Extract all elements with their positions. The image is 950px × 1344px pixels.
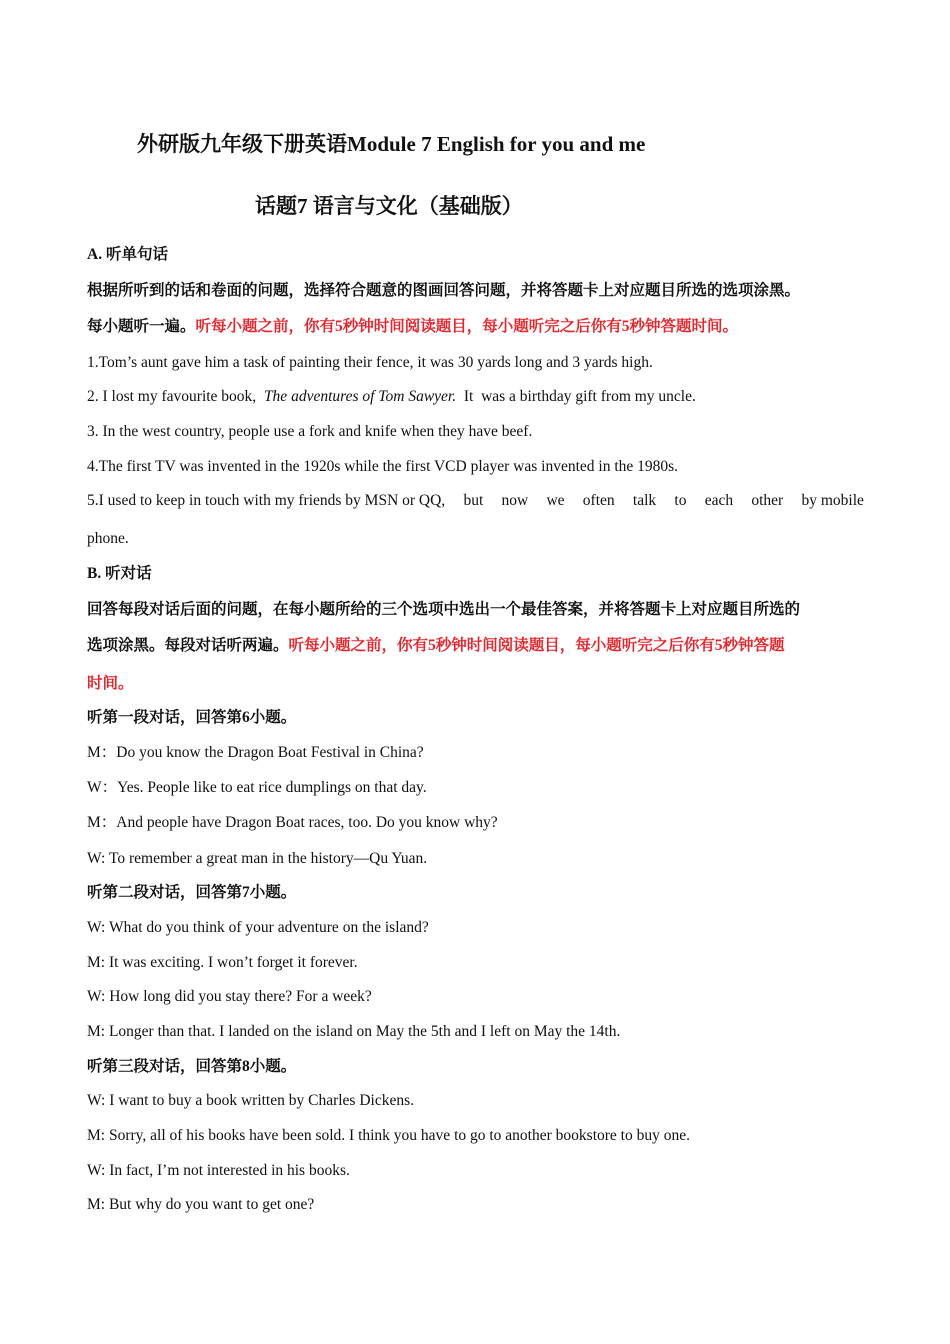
sentence-5-word: but [463, 492, 484, 509]
sentence-5-word: other [751, 492, 784, 509]
section-a-heading: A. 听单句话 [87, 246, 168, 263]
dialog-1-line: M：Do you know the Dragon Boat Festival in China? [87, 744, 424, 761]
section-b-instruction-2 [87, 636, 785, 656]
sentence-5-word: each [704, 492, 734, 509]
dialog-2-line: M: Longer than that. I landed on the island on May the 5th and I left on May the 14th. [87, 1023, 621, 1040]
dialog-1-line: W: To remember a great man in the history—Qu Yuan. [87, 850, 428, 867]
section-b-heading: B. 听对话 [87, 565, 152, 582]
sentence-4: 4.The first TV was invented in the 1920s while the first VCD player was invented in the 1980s. [87, 458, 679, 475]
section-a-instruction-2 [87, 317, 738, 337]
sentence-5-continued: phone. [87, 530, 129, 547]
section-a-instruction-2-red: 听每小题之前，你有5秒钟时间阅读题目，每小题听完之后你有5秒钟答题时间。 [195, 318, 739, 335]
sentence-2-end: It was a birthday gift from my uncle. [456, 388, 696, 405]
dialog-1-line: M：And people have Dragon Boat races, too. Do you know why? [87, 814, 498, 831]
sentence-5-word: we [546, 492, 565, 509]
dialog-3-line: M: Sorry, all of his books have been sold. I think you have to go to another bookstore to buy one. [87, 1127, 690, 1144]
sentence-2-start: 2. I lost my favourite book, [87, 388, 264, 405]
sentence-5-word: now [501, 492, 529, 509]
section-b-instruction-3: 时间。 [87, 675, 134, 692]
dialog-3-line: W: In fact, I’m not interested in his books. [87, 1162, 350, 1179]
dialog-3-heading: 听第三段对话，回答第8小题。 [87, 1058, 297, 1075]
dialog-1-heading: 听第一段对话，回答第6小题。 [87, 709, 297, 726]
dialog-3-line: M: But why do you want to get one? [87, 1196, 315, 1213]
section-b-instruction-2-black: 选项涂黑。每段对话听两遍。 [87, 637, 289, 654]
dialog-2-line: W: How long did you stay there? For a week? [87, 988, 372, 1005]
book-title: The adventures of Tom Sawyer. [263, 388, 457, 405]
dialog-3-line: W: I want to buy a book written by Charles Dickens. [87, 1092, 415, 1109]
sentence-5 [87, 491, 864, 511]
sentence-1: 1.Tom’s aunt gave him a task of painting their fence, it was 30 yards long and 3 yards high. [87, 354, 653, 371]
dialog-2-line: W: What do you think of your adventure on the island? [87, 919, 429, 936]
sentence-5-word: to [674, 492, 687, 509]
sentence-5-word: talk [632, 492, 657, 509]
sentence-5-word: by mobile [801, 492, 864, 509]
dialog-2-heading: 听第二段对话，回答第7小题。 [87, 884, 297, 901]
sentence-5-word: 5.I used to keep in touch with my friends by MSN or QQ, [87, 492, 446, 509]
document-title: 外研版九年级下册英语Module 7 English for you and me [137, 132, 646, 156]
section-a-instruction-1: 根据所听到的话和卷面的问题，选择符合题意的图画回答问题，并将答题卡上对应题目所选的选项涂黑。 [87, 282, 801, 299]
section-b-instruction-2-red: 听每小题之前，你有5秒钟时间阅读题目，每小题听完之后你有5秒钟答题 [288, 637, 785, 654]
section-a-instruction-2-black: 每小题听一遍。 [87, 318, 196, 335]
sentence-3: 3. In the west country, people use a fork and knife when they have beef. [87, 423, 533, 440]
dialog-1-line: W：Yes. People like to eat rice dumplings on that day. [87, 779, 427, 796]
sentence-2 [87, 387, 696, 407]
dialog-2-line: M: It was exciting. I won’t forget it forever. [87, 954, 358, 971]
sentence-5-word: often [582, 492, 615, 509]
document-subtitle: 话题7 语言与文化（基础版） [255, 194, 523, 218]
section-b-instruction-1: 回答每段对话后面的问题，在每小题所给的三个选项中选出一个最佳答案，并将答题卡上对应题目所选的 [87, 601, 801, 618]
